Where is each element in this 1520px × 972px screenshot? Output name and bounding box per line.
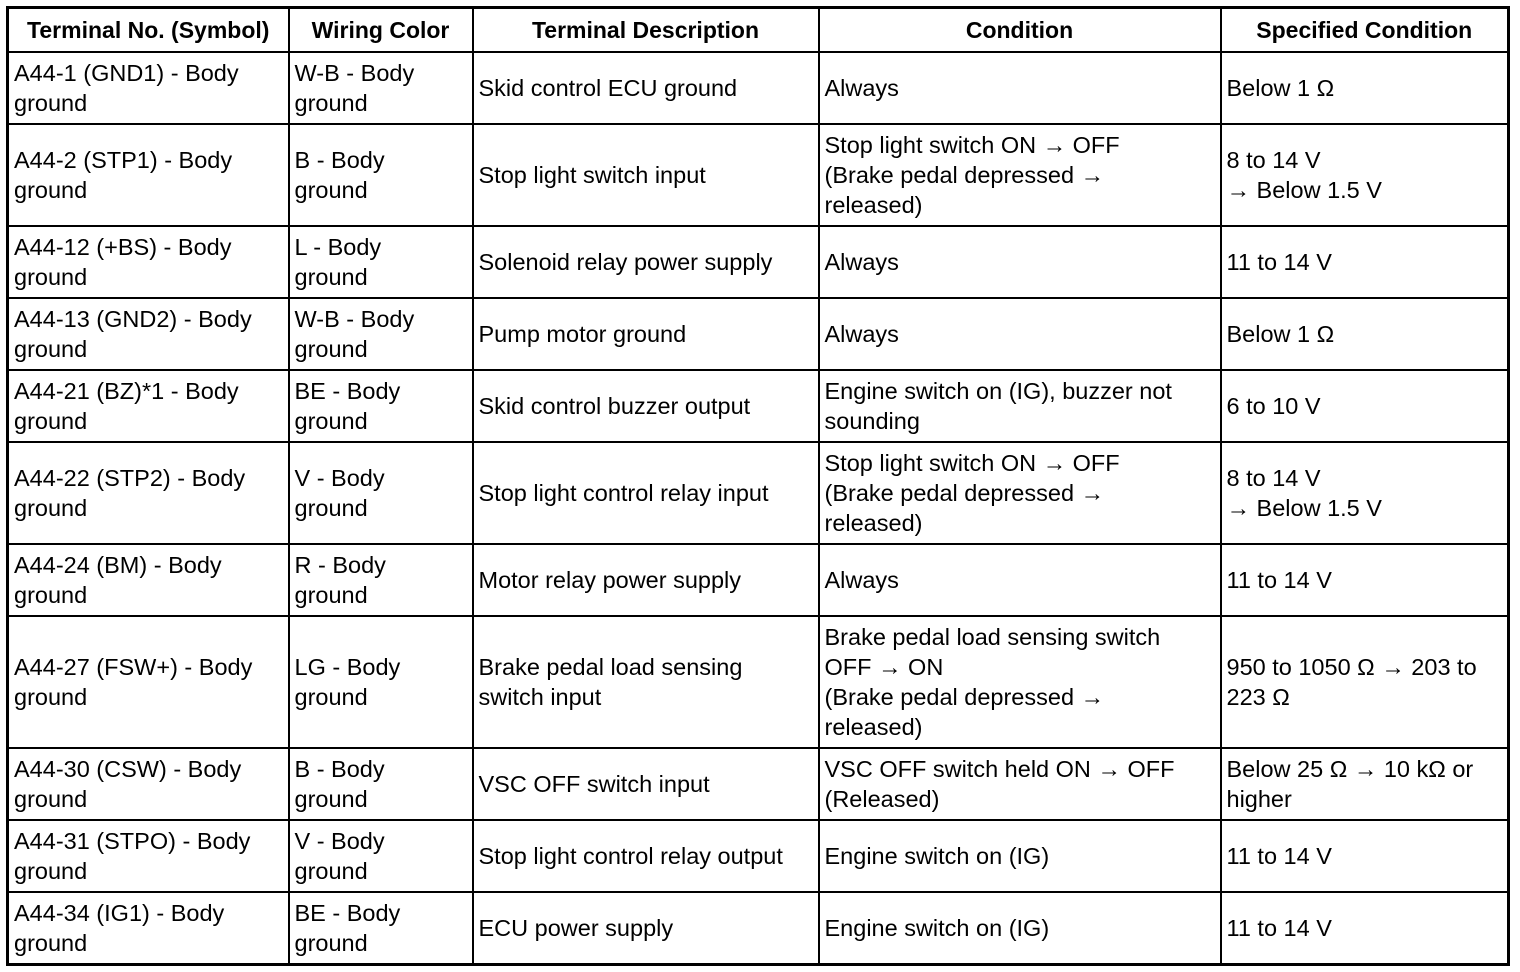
cell-specified: Below 1 Ω [1221, 52, 1509, 124]
table-row [8, 226, 1509, 298]
cell-description: Motor relay power supply [473, 544, 819, 616]
cell-wiring-color: BE - Body ground [289, 370, 473, 442]
cell-terminal: A44-22 (STP2) - Body ground [8, 442, 289, 544]
cell-wiring-color: V - Body ground [289, 820, 473, 892]
cell-condition: Always [819, 226, 1221, 298]
cell-wiring-color: LG - Body ground [289, 616, 473, 748]
cell-specified: 8 to 14 V → Below 1.5 V [1221, 124, 1509, 226]
cell-terminal: A44-34 (IG1) - Body ground [8, 892, 289, 965]
cell-specified: 11 to 14 V [1221, 226, 1509, 298]
cell-description: Pump motor ground [473, 298, 819, 370]
header-terminal-description: Terminal Description [473, 8, 819, 53]
table-row [8, 820, 1509, 892]
cell-description: Stop light control relay input [473, 442, 819, 544]
cell-condition: Always [819, 52, 1221, 124]
cell-specified: Below 25 Ω → 10 kΩ or higher [1221, 748, 1509, 820]
table-row [8, 52, 1509, 124]
cell-specified: 11 to 14 V [1221, 544, 1509, 616]
header-condition: Condition [819, 8, 1221, 53]
cell-description: Stop light control relay output [473, 820, 819, 892]
cell-specified: 6 to 10 V [1221, 370, 1509, 442]
table-row [8, 442, 1509, 544]
cell-wiring-color: BE - Body ground [289, 892, 473, 965]
cell-description: Skid control ECU ground [473, 52, 819, 124]
cell-terminal: A44-24 (BM) - Body ground [8, 544, 289, 616]
cell-specified: 8 to 14 V → Below 1.5 V [1221, 442, 1509, 544]
cell-condition: Always [819, 544, 1221, 616]
table-row [8, 616, 1509, 748]
cell-terminal: A44-31 (STPO) - Body ground [8, 820, 289, 892]
table-row [8, 748, 1509, 820]
cell-wiring-color: W-B - Body ground [289, 52, 473, 124]
cell-terminal: A44-12 (+BS) - Body ground [8, 226, 289, 298]
cell-specified: 950 to 1050 Ω → 203 to 223 Ω [1221, 616, 1509, 748]
cell-description: Brake pedal load sensing switch input [473, 616, 819, 748]
cell-specified: 11 to 14 V [1221, 892, 1509, 965]
cell-condition: Engine switch on (IG), buzzer not sounding [819, 370, 1221, 442]
cell-description: Stop light switch input [473, 124, 819, 226]
cell-condition: Always [819, 298, 1221, 370]
cell-terminal: A44-30 (CSW) - Body ground [8, 748, 289, 820]
header-specified-condition: Specified Condition [1221, 8, 1509, 53]
cell-terminal: A44-21 (BZ)*1 - Body ground [8, 370, 289, 442]
terminal-spec-table-container [6, 6, 1510, 966]
table-row [8, 370, 1509, 442]
cell-condition: VSC OFF switch held ON → OFF (Released) [819, 748, 1221, 820]
cell-terminal: A44-13 (GND2) - Body ground [8, 298, 289, 370]
cell-condition: Brake pedal load sensing switch OFF → ON (Brake pedal depressed → released) [819, 616, 1221, 748]
cell-description: VSC OFF switch input [473, 748, 819, 820]
cell-terminal: A44-1 (GND1) - Body ground [8, 52, 289, 124]
cell-terminal: A44-27 (FSW+) - Body ground [8, 616, 289, 748]
cell-terminal: A44-2 (STP1) - Body ground [8, 124, 289, 226]
header-row [8, 8, 1509, 53]
cell-wiring-color: W-B - Body ground [289, 298, 473, 370]
cell-wiring-color: L - Body ground [289, 226, 473, 298]
cell-specified: Below 1 Ω [1221, 298, 1509, 370]
terminal-spec-table [6, 6, 1510, 966]
cell-specified: 11 to 14 V [1221, 820, 1509, 892]
cell-condition: Engine switch on (IG) [819, 892, 1221, 965]
cell-description: Skid control buzzer output [473, 370, 819, 442]
cell-wiring-color: B - Body ground [289, 124, 473, 226]
table-row [8, 544, 1509, 616]
cell-condition: Engine switch on (IG) [819, 820, 1221, 892]
table-row [8, 298, 1509, 370]
header-terminal: Terminal No. (Symbol) [8, 8, 289, 53]
cell-description: ECU power supply [473, 892, 819, 965]
cell-description: Solenoid relay power supply [473, 226, 819, 298]
cell-condition: Stop light switch ON → OFF (Brake pedal depressed → released) [819, 124, 1221, 226]
cell-wiring-color: V - Body ground [289, 442, 473, 544]
cell-wiring-color: B - Body ground [289, 748, 473, 820]
cell-condition: Stop light switch ON → OFF (Brake pedal depressed → released) [819, 442, 1221, 544]
header-wiring-color: Wiring Color [289, 8, 473, 53]
cell-wiring-color: R - Body ground [289, 544, 473, 616]
table-row [8, 124, 1509, 226]
table-row [8, 892, 1509, 965]
